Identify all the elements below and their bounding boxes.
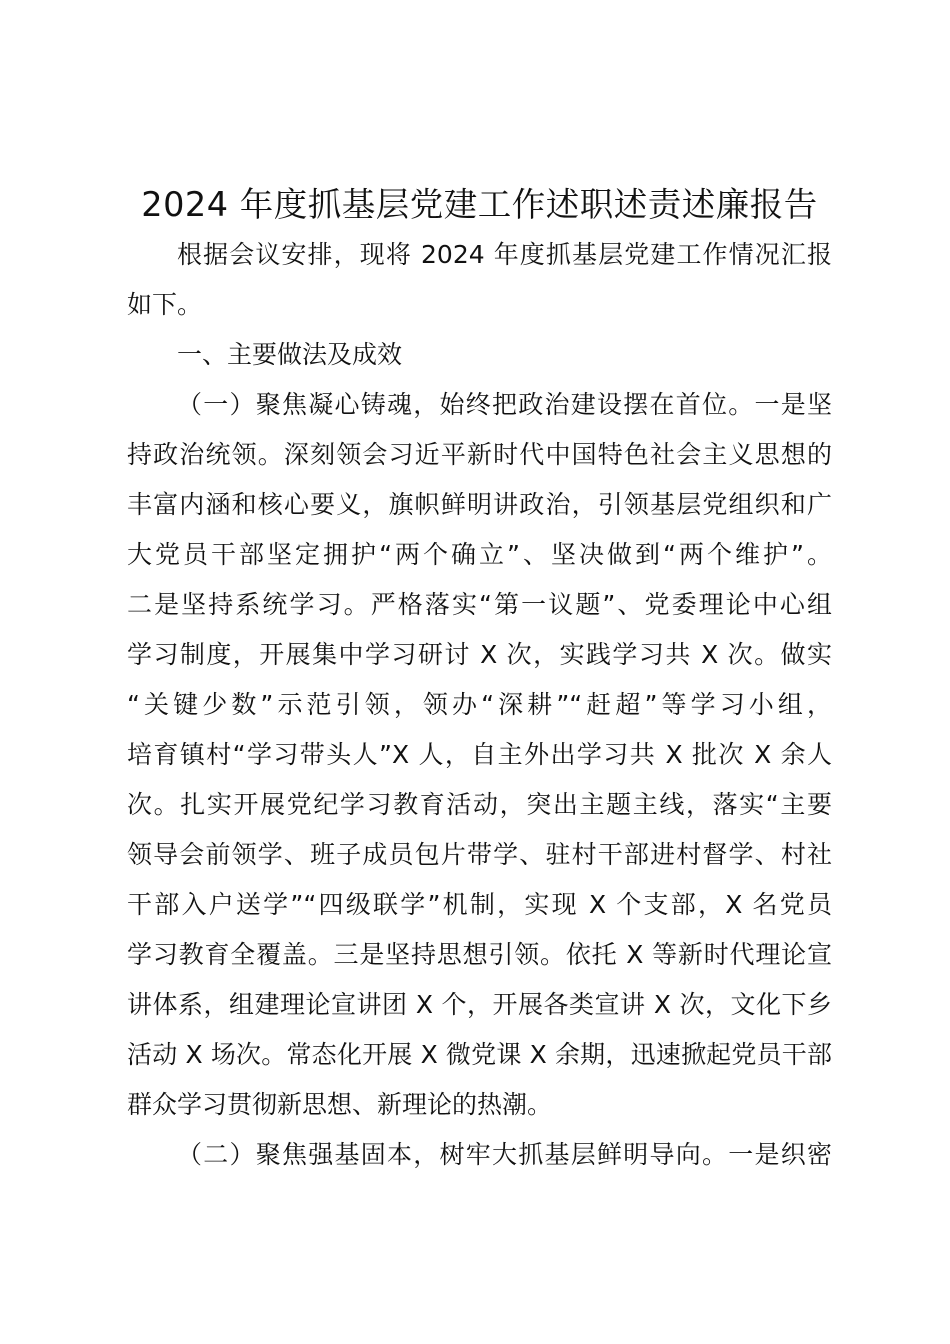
text-line: 次。扎实开展党纪学习教育活动，突出主题主线，落实“主要 (127, 790, 832, 819)
text-line: 培育镇村“学习带头人”X 人，自主外出学习共 X 批次 X 余人 (127, 740, 832, 769)
text-line: 学习教育全覆盖。三是坚持思想引领。依托 X 等新时代理论宣 (127, 940, 832, 969)
document-title: 2024 年度抓基层党建工作述职述责述廉报告 (141, 185, 818, 224)
text-line: “关键少数”示范引领，领办“深耕”“赶超”等学习小组， (127, 690, 832, 719)
paragraph-section-2 (127, 1130, 832, 1180)
section-heading (127, 330, 832, 380)
text-line: 一、主要做法及成效 (177, 340, 403, 369)
paragraph-section-1 (127, 380, 832, 1130)
text-line: 学习制度，开展集中学习研讨 X 次，实践学习共 X 次。做实 (127, 640, 832, 669)
text-line: （二）聚焦强基固本，树牢大抓基层鲜明导向。一是织密 (177, 1140, 832, 1169)
document-body (127, 230, 832, 1180)
text-line: （一）聚焦凝心铸魂，始终把政治建设摆在首位。一是坚 (177, 390, 832, 419)
text-line: 领导会前领学、班子成员包片带学、驻村干部进村督学、村社 (127, 840, 832, 869)
text-line: 二是坚持系统学习。严格落实“第一议题”、党委理论中心组 (127, 590, 832, 619)
text-line: 干部入户送学”“四级联学”机制，实现 X 个支部，X 名党员 (127, 890, 832, 919)
text-line: 持政治统领。深刻领会习近平新时代中国特色社会主义思想的 (127, 440, 832, 469)
text-line: 活动 X 场次。常态化开展 X 微党课 X 余期，迅速掀起党员干部 (127, 1040, 832, 1069)
text-line: 大党员干部坚定拥护“两个确立”、坚决做到“两个维护”。 (127, 540, 832, 569)
paragraph-intro (127, 230, 832, 330)
text-line: 讲体系，组建理论宣讲团 X 个，开展各类宣讲 X 次，文化下乡 (127, 990, 832, 1019)
text-line: 如下。 (127, 290, 203, 319)
text-line: 根据会议安排，现将 2024 年度抓基层党建工作情况汇报 (177, 240, 832, 269)
text-line: 丰富内涵和核心要义，旗帜鲜明讲政治，引领基层党组织和广 (127, 490, 832, 519)
text-line: 群众学习贯彻新思想、新理论的热潮。 (127, 1090, 553, 1119)
